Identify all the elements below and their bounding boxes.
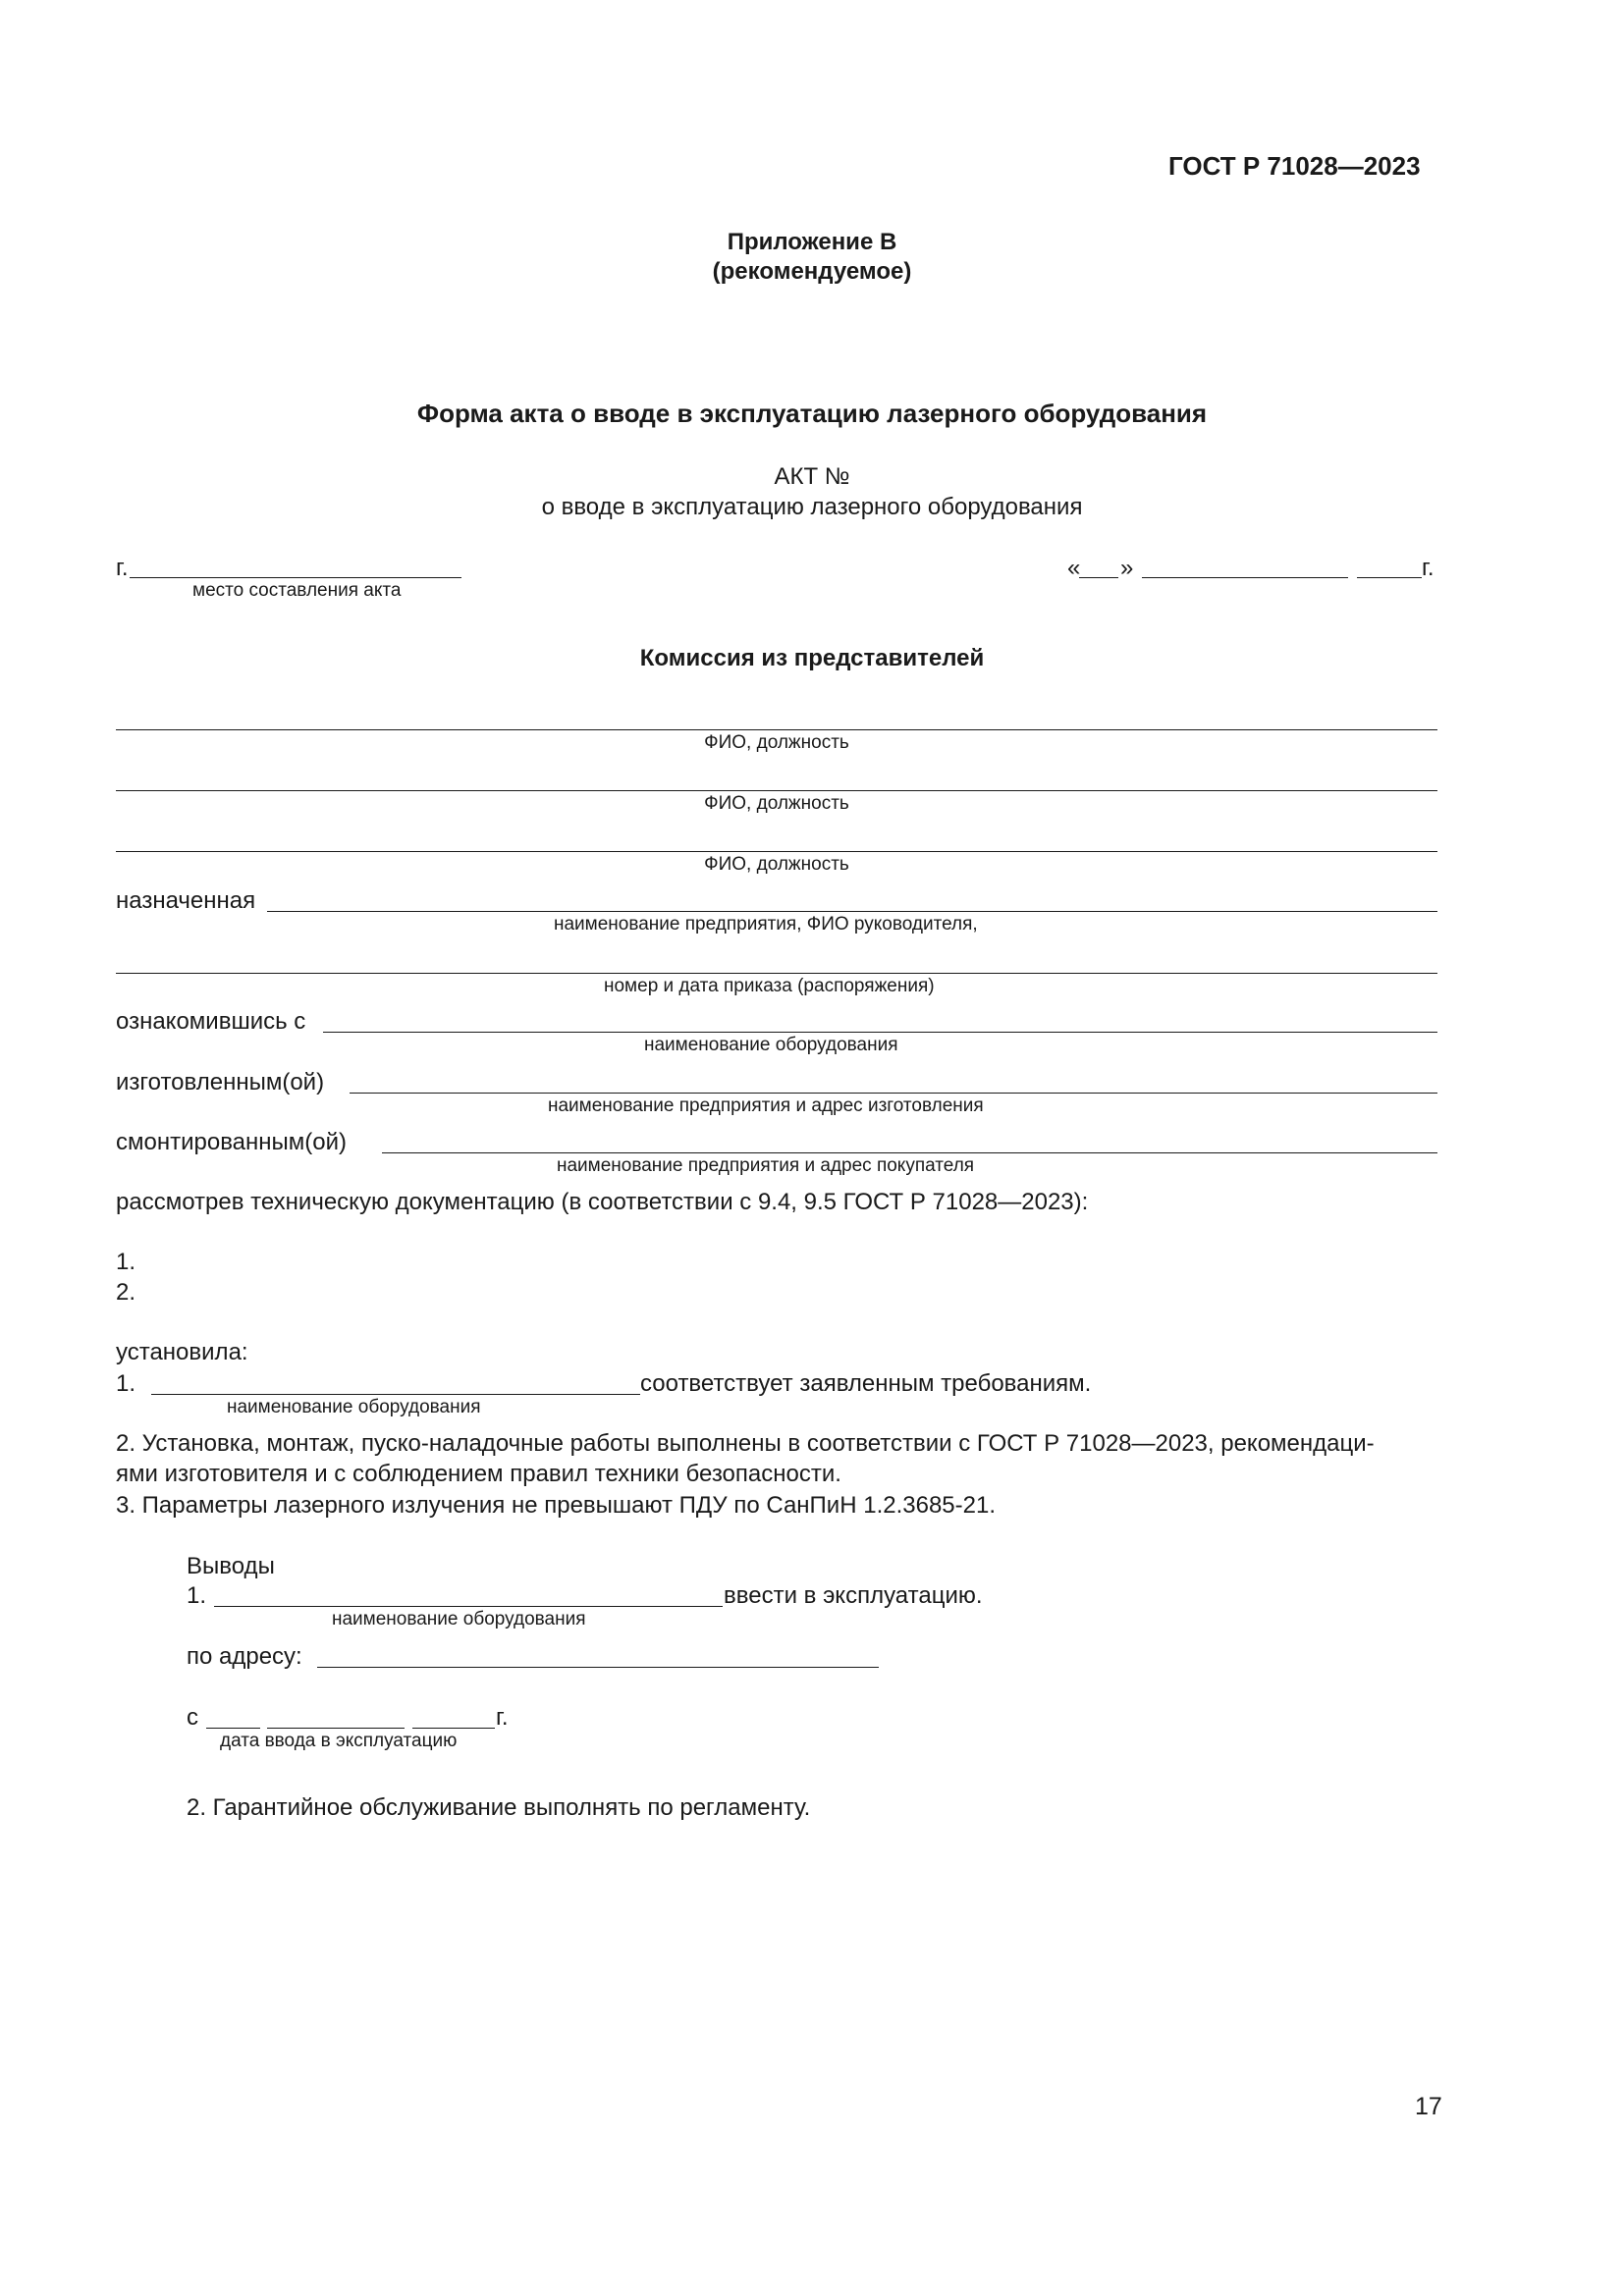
conclusions-item1-text: ввести в эксплуатацию.: [724, 1582, 983, 1609]
manufactured-field[interactable]: [350, 1093, 1437, 1094]
member-3-caption: ФИО, должность: [704, 854, 849, 875]
member-2-caption: ФИО, должность: [704, 793, 849, 814]
doc-item-2: 2.: [116, 1279, 136, 1306]
date-day-field[interactable]: [1079, 577, 1118, 578]
mounted-field[interactable]: [382, 1152, 1437, 1153]
form-title: Форма акта о вводе в эксплуатацию лазерного оборудования: [416, 399, 1208, 428]
commission-date-day-field[interactable]: [206, 1728, 260, 1729]
familiarized-caption: наименование оборудования: [644, 1035, 898, 1055]
commission-date-suffix: г.: [496, 1704, 509, 1731]
appointed-caption: наименование предприятия, ФИО руководителя,: [554, 914, 978, 934]
findings-equipment-field[interactable]: [151, 1394, 640, 1395]
findings-item1-text: соответствует заявленным требованиям.: [640, 1370, 1092, 1397]
findings-item2-line2: ями изготовителя и с соблюдением правил техники безопасности.: [116, 1461, 841, 1487]
mounted-label: смонтированным(ой): [116, 1129, 348, 1155]
commission-date-year-field[interactable]: [412, 1728, 495, 1729]
page-number: 17: [1415, 2093, 1442, 2120]
familiarized-field[interactable]: [323, 1032, 1437, 1033]
conclusions-equipment-field[interactable]: [214, 1606, 723, 1607]
commission-heading: Комиссия из представителей: [639, 645, 985, 671]
appendix-title: Приложение В: [727, 229, 897, 255]
date-suffix: г.: [1422, 555, 1435, 581]
conclusions-item2: 2. Гарантийное обслуживание выполнять по регламенту.: [187, 1794, 811, 1821]
commission-date-month-field[interactable]: [267, 1728, 405, 1729]
address-field[interactable]: [317, 1667, 879, 1668]
appendix-subtitle: (рекомендуемое): [712, 258, 912, 285]
date-open-quote: «: [1067, 555, 1081, 581]
commission-date-prefix: с: [187, 1704, 198, 1731]
appointed-label: назначенная: [116, 887, 256, 914]
date-month-field[interactable]: [1142, 577, 1348, 578]
findings-item1-number: 1.: [116, 1370, 136, 1397]
mounted-caption: наименование предприятия и адрес покупателя: [557, 1155, 975, 1176]
city-field[interactable]: [130, 577, 461, 578]
order-caption: номер и дата приказа (распоряжения): [604, 976, 935, 996]
conclusions-item1-number: 1.: [187, 1582, 207, 1609]
reviewed-text: рассмотрев техническую документацию (в соответствии с 9.4, 9.5 ГОСТ Р 71028—2023):: [116, 1189, 1089, 1215]
date-year-field[interactable]: [1357, 577, 1422, 578]
findings-label: установила:: [116, 1339, 248, 1365]
findings-item1-caption: наименование оборудования: [227, 1397, 481, 1417]
date-close-quote: »: [1120, 555, 1134, 581]
member-1-caption: ФИО, должность: [704, 732, 849, 753]
member-2-field[interactable]: [116, 790, 1437, 791]
address-label: по адресу:: [187, 1643, 302, 1670]
findings-item3: 3. Параметры лазерного излучения не превышают ПДУ по СанПиН 1.2.3685-21.: [116, 1492, 996, 1519]
manufactured-label: изготовленным(ой): [116, 1069, 325, 1095]
member-1-field[interactable]: [116, 729, 1437, 730]
order-field[interactable]: [116, 973, 1437, 974]
standard-id: ГОСТ Р 71028—2023: [1168, 151, 1421, 181]
city-prefix: г.: [116, 555, 129, 581]
appointed-field[interactable]: [267, 911, 1437, 912]
doc-item-1: 1.: [116, 1249, 136, 1275]
member-3-field[interactable]: [116, 851, 1437, 852]
act-subheading: о вводе в эксплуатацию лазерного оборудования: [541, 494, 1083, 520]
commission-date-caption: дата ввода в эксплуатацию: [220, 1731, 458, 1751]
city-caption: место составления акта: [192, 580, 402, 601]
act-heading: АКТ №: [774, 463, 850, 490]
familiarized-label: ознакомившись с: [116, 1008, 306, 1035]
manufactured-caption: наименование предприятия и адрес изготовления: [548, 1095, 984, 1116]
conclusions-item1-caption: наименование оборудования: [332, 1609, 586, 1629]
findings-item2-line1: 2. Установка, монтаж, пуско-наладочные работы выполнены в соответствии с ГОСТ Р 71028—2023, рекомендаци-: [116, 1430, 1375, 1457]
conclusions-label: Выводы: [187, 1553, 275, 1579]
